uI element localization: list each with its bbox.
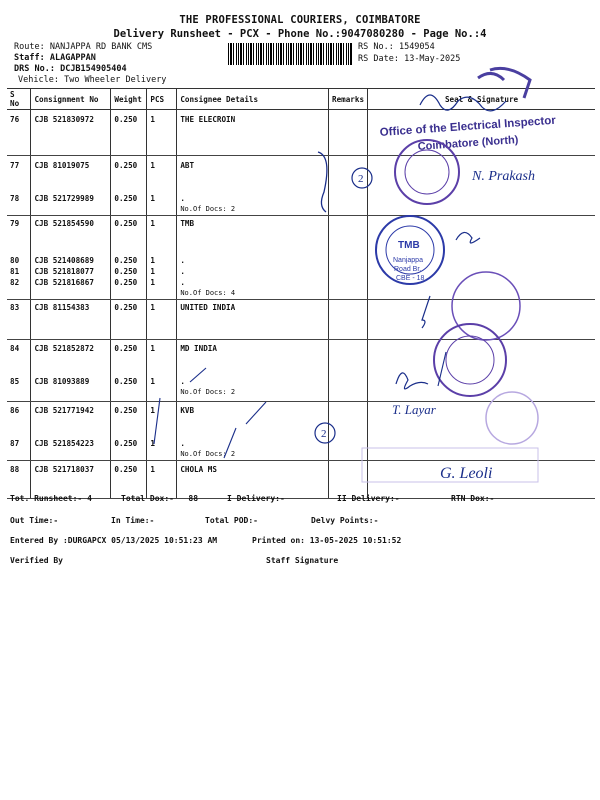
runsheet-subtitle: Delivery Runsheet - PCX - Phone No.:9047080280 - Page No.:4 [113, 28, 487, 40]
consignment-no: CJB 81154383 [34, 303, 90, 312]
verified-by: Verified By [10, 556, 63, 565]
consignment-no: CJB 81019075 [34, 161, 90, 170]
total-dox: Total Dox:- 88 [121, 494, 199, 503]
insurance-stamp-icon [434, 324, 506, 396]
consignee-name: MD INDIA [180, 344, 217, 353]
sno: 86 [10, 406, 20, 415]
pcs: 1 [150, 267, 155, 276]
sno: 83 [10, 303, 20, 312]
rs-date-value: 13-May-2025 [404, 54, 461, 64]
weight: 0.250 [114, 115, 138, 124]
weight: 0.250 [114, 303, 138, 312]
sno: 79 [10, 219, 20, 228]
entered-by: Entered By :DURGAPCX 05/13/2025 10:51:23 AM [10, 536, 218, 545]
weight: 0.250 [114, 161, 138, 170]
pcs: 1 [150, 303, 155, 312]
bank-stamp-line3: Road Br. [394, 266, 422, 273]
staff-value: ALAGAPPAN [49, 53, 96, 63]
table-row: 84 85 CJB 521852872 CJB 81093889 0.250 0.250 1 1 MD INDIA . No.Of Docs: 2 [7, 340, 595, 402]
sno: 82 [10, 278, 20, 287]
pcs: 1 [150, 406, 155, 415]
consignee-name: THE ELECROIN [180, 115, 236, 124]
consignee-name: CHOLA MS [180, 465, 217, 474]
sno: 76 [10, 115, 20, 124]
col-seal: Seal & Signature [368, 89, 595, 110]
vehicle-label: Vehicle: [18, 75, 59, 85]
pcs: 1 [150, 161, 155, 170]
circled-number-b: 2 [321, 428, 327, 440]
signature-prakash: N. Prakash [472, 169, 535, 184]
rs-no-label: RS No.: [358, 42, 394, 52]
col-weight: Weight [111, 89, 147, 110]
drs-label: DRS No.: [14, 64, 55, 74]
weight: 0.250 [114, 465, 138, 474]
weight: 0.250 [114, 194, 138, 203]
sno: 84 [10, 344, 20, 353]
in-time: In Time:- [111, 516, 155, 525]
consignee-name: ABT [180, 161, 195, 170]
table-row: 79 80 81 82 CJB 521854590 CJB 521408689 CJB 521818077 CJB 521816867 0.250 0.250 0.250 0.250 1 1 1 1 TMB . . . No.Of Docs: 4 [7, 216, 595, 300]
consignment-no: CJB 521854590 [34, 219, 94, 228]
weight: 0.250 [114, 256, 138, 265]
bracket-stroke-icon [318, 152, 327, 212]
sno: 88 [10, 465, 20, 474]
staff-label: Staff: [14, 53, 45, 63]
sno: 85 [10, 377, 20, 386]
pcs: 1 [150, 439, 155, 448]
pcs: 1 [150, 194, 155, 203]
consignment-no: CJB 521408689 [34, 256, 94, 265]
consignee-name: TMB [180, 219, 195, 228]
printed-on: Printed on: 13-05-2025 10:51:52 [252, 536, 402, 545]
weight: 0.250 [114, 439, 138, 448]
docs-count: No.Of Docs: 2 [180, 450, 236, 458]
table-row: 77 78 CJB 81019075 CJB 521729989 0.250 0.250 1 1 ABT . No.Of Docs: 2 [7, 156, 595, 216]
sno: 81 [10, 267, 20, 276]
signature-mark-icon [396, 373, 428, 389]
col-consignment: Consignment No [31, 89, 111, 110]
consignment-no: CJB 521818077 [34, 267, 94, 276]
pcs: 1 [150, 344, 155, 353]
weight: 0.250 [114, 377, 138, 386]
inspector-stamp-line2: Coimbatore (North) [417, 133, 519, 153]
weight: 0.250 [114, 267, 138, 276]
consignment-no: CJB 521830972 [34, 115, 94, 124]
docs-count: No.Of Docs: 2 [180, 388, 236, 396]
col-consignee: Consignee Details [177, 89, 329, 110]
ii-delivery: II Delivery:- [337, 494, 400, 503]
total-pod: Total POD:- [205, 516, 258, 525]
pcs: 1 [150, 278, 155, 287]
pcs: 1 [150, 256, 155, 265]
delvy-points: Delvy Points:- [311, 516, 379, 525]
signature-t: T. Layar [392, 402, 436, 417]
col-remarks: Remarks [329, 89, 368, 110]
rtn-dox: RTN Dox:- [451, 494, 495, 503]
bank-stamp-line4: CBE - 18 [396, 275, 425, 282]
docs-count: No.Of Docs: 2 [180, 205, 236, 213]
vehicle-value: Two Wheeler Delivery [64, 75, 167, 85]
seal-mark-icon [478, 68, 530, 98]
pcs: 1 [150, 377, 155, 386]
sno: 78 [10, 194, 20, 203]
rs-date-label: RS Date: [358, 54, 399, 64]
weight: 0.250 [114, 406, 138, 415]
bank-stamp-line2: Nanjappa [393, 257, 423, 264]
weight: 0.250 [114, 219, 138, 228]
sno: 80 [10, 256, 20, 265]
consignment-no: CJB 81093889 [34, 377, 90, 386]
drs-value: DCJB154905404 [60, 64, 127, 74]
weight: 0.250 [114, 344, 138, 353]
runsheet-title: THE PROFESSIONAL COURIERS, COIMBATORE [179, 14, 421, 26]
route-value: NANJAPPA RD BANK CMS [49, 42, 153, 52]
signature-scribble-icon [420, 95, 506, 111]
signature-g: G. Leoli [440, 465, 493, 482]
bank-stamp-line1: TMB [398, 240, 420, 251]
sno: 77 [10, 161, 20, 170]
consignment-no: CJB 521729989 [34, 194, 94, 203]
weight: 0.250 [114, 278, 138, 287]
pcs: 1 [150, 219, 155, 228]
pcs: 1 [150, 115, 155, 124]
sno: 87 [10, 439, 20, 448]
route-label: Route: [14, 42, 45, 52]
table-row: 86 87 CJB 521771942 CJB 521854223 0.250 0.250 1 1 KVB . No.Of Docs: 2 [7, 402, 595, 461]
out-time: Out Time:- [10, 516, 59, 525]
staff-signature: Staff Signature [266, 556, 339, 565]
consignment-no: CJB 521852872 [34, 344, 94, 353]
consignment-no: CJB 521771942 [34, 406, 94, 415]
faint-stamp-icon [486, 392, 538, 444]
consignment-no: CJB 521718037 [34, 465, 94, 474]
consignee-name: KVB [180, 406, 195, 415]
consignment-no: CJB 521854223 [34, 439, 94, 448]
consignee-name: UNITED INDIA [180, 303, 236, 312]
docs-count: No.Of Docs: 4 [180, 289, 236, 297]
pcs: 1 [150, 465, 155, 474]
col-sno: S No [7, 89, 31, 110]
rs-no-value: 1549054 [398, 42, 435, 52]
circled-number-a: 2 [358, 173, 364, 185]
inspector-stamp-line1: Office of the Electrical Inspector [379, 114, 557, 139]
tot-runsheet: Tot. Runsheet:- 4 [10, 494, 92, 503]
i-delivery: I Delivery:- [227, 494, 285, 503]
col-pcs: PCS [147, 89, 177, 110]
faint-stamp-icon [452, 272, 520, 340]
consignment-no: CJB 521816867 [34, 278, 94, 287]
